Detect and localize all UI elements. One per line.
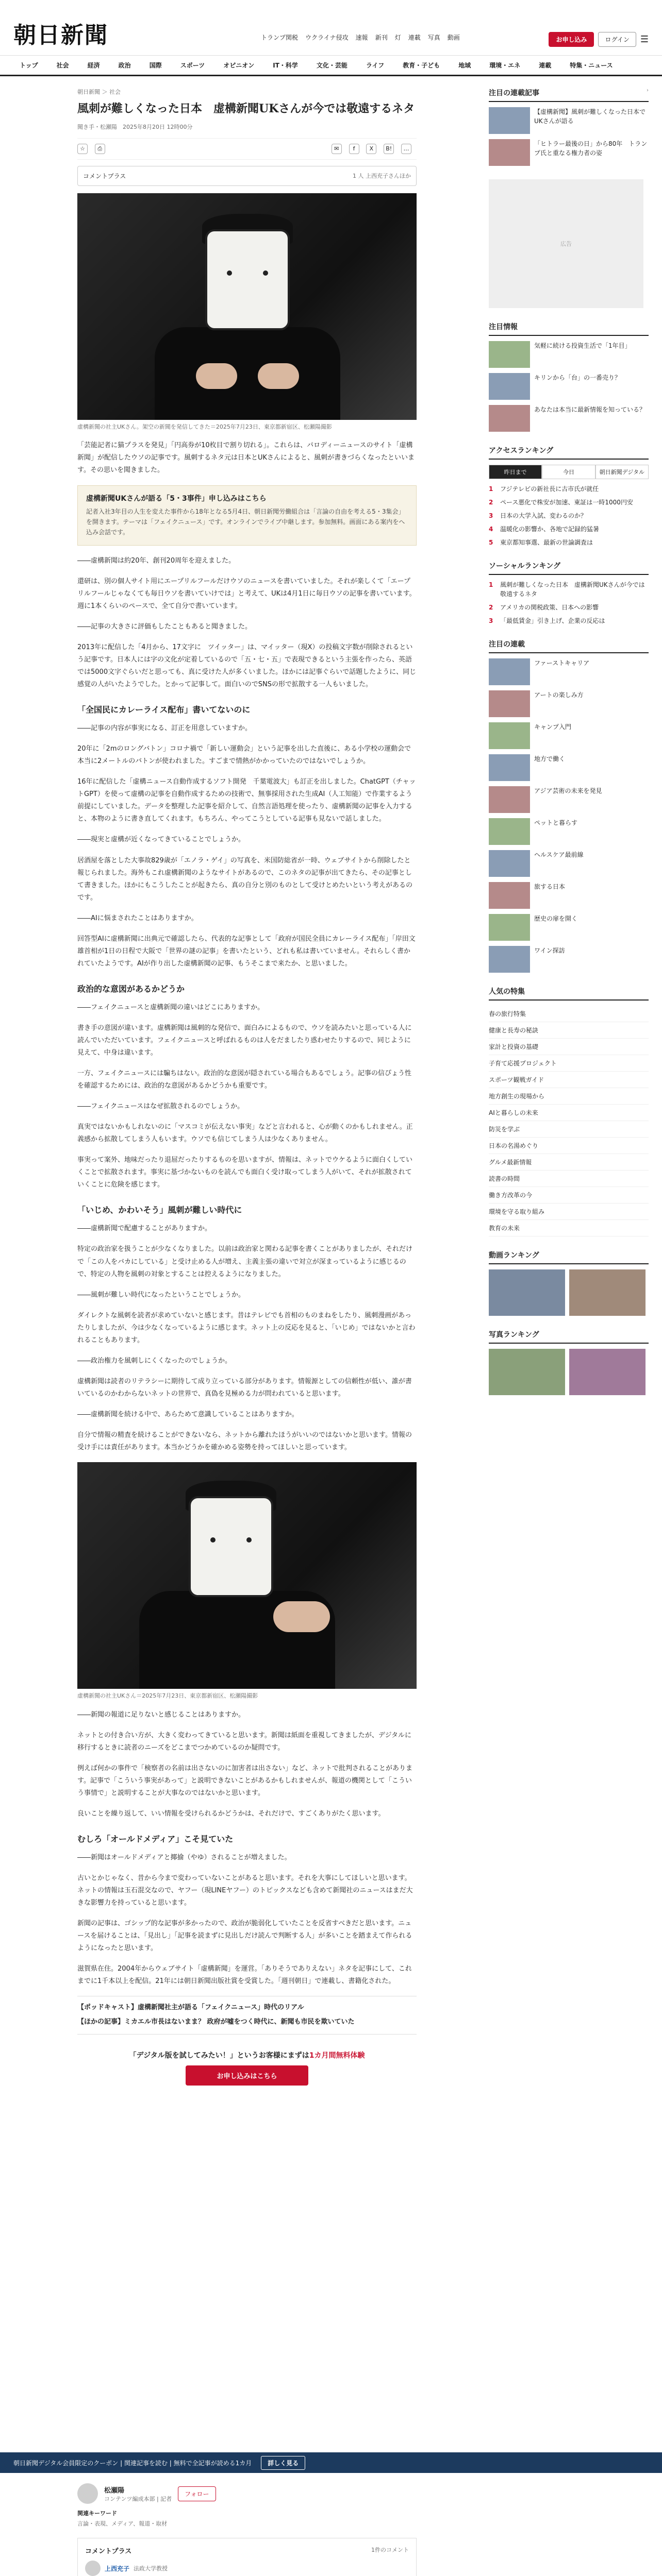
sidebar-item[interactable] (489, 914, 649, 941)
author-row (77, 2483, 417, 2504)
popular-item[interactable]: 防災を学ぶ (489, 1121, 649, 1138)
sidebar-heading (489, 445, 649, 460)
rank-item[interactable] (489, 524, 649, 534)
person-hand (196, 363, 237, 389)
article-photo-2[interactable] (77, 1462, 417, 1689)
nav-item[interactable]: 教育・子ども (403, 62, 440, 69)
paragraph: ――新聞の報道に足りないと感じることはありますか。 (77, 1710, 245, 1719)
thumbnail (489, 882, 530, 909)
top-link[interactable]: 新刊 (375, 34, 388, 41)
top-link[interactable]: ウクライナ侵攻 (305, 34, 349, 41)
nav-item[interactable]: 国際 (149, 62, 162, 69)
top-link[interactable]: 連載 (408, 34, 421, 41)
popular-item[interactable]: 家計と投資の基礎 (489, 1039, 649, 1055)
paragraph: 真実ではないかもしれないのに「マスコミが伝えない事実」などと言われると、心が動くのかもしれません。正義感から拡散してしまう人もいます。ウソでも信じてしまう人は少なくありません。 (77, 1123, 413, 1144)
sidebar-special (489, 321, 649, 432)
sidebar-heading-label: 注目の連載記事 (489, 89, 539, 97)
paragraph: ――虚構新聞は約20年、創刊20周年を迎えました。 (77, 556, 236, 565)
print-icon[interactable]: ⎙ (95, 144, 105, 154)
paragraph: 特定の政治家を扱うことが少なくなりました。以前は政治家と関わる記事を書くことがありましたが、それだけで「この人をバカにしている」と受け止める人が増え、主義主張の違いで対立が深まっているように感じるので、特定の人物を風刺の対象とすることは控えるようになりました。 (77, 1245, 413, 1278)
follow-button[interactable]: フォロー (178, 2486, 216, 2501)
sidebar-item-label: ヘルスケア最前線 (534, 851, 584, 858)
nav-item[interactable]: トップ (20, 62, 38, 69)
related-links (77, 1996, 417, 2027)
popular-item[interactable]: 春の旅行特集 (489, 1006, 649, 1022)
subscribe-button[interactable]: お申し込み (549, 32, 594, 47)
thumbnail (489, 722, 530, 749)
sidebar-item[interactable] (489, 722, 649, 749)
comment-plus-box (77, 2538, 417, 2576)
thumbnail (489, 405, 530, 432)
paragraph: ――現実と虚構が近くなってきていることでしょうか。 (77, 836, 245, 844)
video-ranking (489, 1250, 649, 1316)
paragraph: 良いことを繰り返して、いい情報を受けられるかどうかは、それだけで、すごくありがたく思います。 (77, 1809, 385, 1818)
paywall-text (77, 2050, 417, 2060)
sidebar-item[interactable] (489, 658, 649, 685)
breadcrumb[interactable]: 朝日新聞 ＞ 社会 (77, 89, 121, 95)
sidebar-heading (489, 986, 649, 1001)
popular-item[interactable]: グルメ最新情報 (489, 1154, 649, 1171)
rank-item[interactable] (489, 538, 649, 547)
nav-item[interactable]: 地域 (458, 62, 471, 69)
rank-number: 3 (489, 617, 493, 624)
nav-item[interactable]: 環境・エネ (489, 62, 521, 69)
paragraph: 2013年に配信した「4月から、17文字に ツイッター」は、マイッター（現X）の投稿文字数が削除されるという記事です。日本人には字の文化が定着しているので「五・七・五」で表現できるという主張を作ったら、英語では5000文字ぐらいだと思っても、真に受けた人が多くいました。ほかには記事ぐらいで話題したように、同じ感覚の人がいたようでした。とかって記事して。面白いのでSNSの形で拡散する一人もいました。 (77, 643, 417, 689)
mail-icon[interactable]: ✉ (332, 144, 342, 154)
popular-item[interactable]: 日本の名湯めぐり (489, 1138, 649, 1154)
more-link[interactable]: › (647, 88, 649, 93)
thumbnail (489, 850, 530, 877)
person-body (155, 327, 340, 420)
sidebar-item[interactable] (489, 786, 649, 813)
section-heading: むしろ「オールドメディア」こそ見ていた (77, 1834, 234, 1844)
sidebar-item[interactable] (489, 341, 649, 368)
author-name[interactable]: 松瀬陽 (104, 2486, 125, 2495)
paragraph: 書き手の意図が違います。虚構新聞は風刺的な発信で、面白みによるもので、ウソを読みたいと思っている人に読んでいただいています。フェイクニュースと呼ばれるものは人をだましたり惑わせたりするので、同じように見えて、中身は違います。 (77, 1024, 412, 1057)
rank-tab[interactable]: 今日 (542, 465, 595, 479)
paragraph: 居酒屋を落とした大事故829歳が「エノラ・ゲイ」の写真を、米国防総省が一時、ウェブサイトから削除したと報じられました。海外もこれ虚構新聞のようなサイトがあるので、このネタの記事が出てきたら、その記事として書きました。ほかにもこうしたことが起きたら、真の自分と別のものとして受けとめたいという考えがあるのです。 (77, 856, 413, 902)
popular-item[interactable]: 働き方改革の今 (489, 1187, 649, 1204)
sidebar-item-label: 気軽に続ける投資生活で「1年目」 (534, 342, 631, 349)
sidebar-heading-label: ソーシャルランキング (489, 562, 561, 570)
paragraph: 虚構新聞は読者のリテラシーに期待して成り立っている部分があります。情報源としての信頼性が低い、誰が書いているのかわからないネットの世界で、真偽を見極める力が問われていると思います。 (77, 1377, 412, 1398)
sidebar-item[interactable] (489, 690, 649, 717)
site-header (0, 0, 662, 56)
paragraph: ネットとの付き合い方が、大きく変わってきていると思います。新聞は紙面を重視してきましたが、デジタルに移行するときに読者のニーズをどこまでつかめているのか疑問です。 (77, 1731, 412, 1752)
paragraph: ――新聞はオールドメディアと揶揄（やゆ）されることが増えました。 (77, 1853, 291, 1861)
promo-box[interactable] (77, 485, 417, 546)
paywall (77, 2034, 417, 2098)
paragraph: ――虚構新聞で配慮することがありますか。 (77, 1225, 212, 1233)
sidebar (489, 88, 649, 1409)
top-link[interactable]: トランプ関税 (261, 34, 299, 41)
rank-item[interactable] (489, 616, 649, 625)
paragraph: 「芸能記者に猫プラスを発見」「円高券が10枚目で割り切れる」。これらは、パロディーニュースのサイト「虚構新聞」が配信したウソの記事です。風刺するネタ元は日本とUKさんによると、風刺が書きづらくなったといいます。その思いを聞きました。 (77, 442, 415, 474)
comment-plus-bar[interactable] (77, 166, 417, 186)
sidebar-item[interactable] (489, 882, 649, 909)
sidebar-heading (489, 561, 649, 575)
thumbnail (489, 754, 530, 781)
bookmark-icon[interactable]: ☆ (77, 144, 88, 154)
mask-face (205, 229, 290, 330)
thumbnail (489, 107, 530, 134)
avatar[interactable] (77, 2483, 98, 2504)
series-list (489, 639, 649, 973)
sidebar-item-label: 【虚構新聞】風刺が難しくなった日本でUKさんが語る (534, 108, 646, 125)
paragraph: 還研は、別の個人サイト用にエープリルフールだけウソのニュースを書いていました。それが楽しくて「エープリルフールじゃなくても毎日ウソを書いていけでは」と考えて、UKは4月1日に毎日ウソの記事を書いています。週に1本くらいのペースで、全て自分で書いています。 (77, 577, 416, 610)
thumbnail (489, 341, 530, 368)
paragraph: ダイレクトな風刺を読者が求めていないと感じます。昔はテレビでも首相のものまねをしたり、風刺漫画があったりしましたが、今は少なくなっているように感じます。ネット上の反応を見ると、「いじめ」ではないかと言われることもあります。 (77, 1311, 416, 1344)
ad-slot[interactable] (489, 179, 643, 308)
comment-plus-heading: コメントプラス (85, 2548, 132, 2555)
sidebar-item[interactable] (489, 850, 649, 877)
paragraph: ――フェイクニュースはなぜ拡散されるのでしょうか。 (77, 1103, 244, 1111)
sidebar-item-label: ワイン探訪 (534, 947, 565, 954)
sidebar-heading-label: 人気の特集 (489, 988, 525, 996)
x-icon[interactable]: X (366, 144, 376, 154)
photo-thumbnail[interactable] (569, 1349, 646, 1395)
nav-item[interactable]: 社会 (56, 62, 69, 69)
site-logo[interactable]: 朝日新聞 (13, 22, 108, 48)
paywall-text-main: 「デジタル版を試してみたい！」というお客様にまずは (129, 2052, 309, 2060)
paragraph: 20年に「2mのロングバトン」コロナ禍で「新しい運動会」という記事を出した直後に、ある小学校の運動会で本当に2メートルのバトンが使われました。すごまで情熱がかかっていたのではないでしょうか。 (77, 745, 411, 766)
rank-number: 2 (489, 604, 493, 611)
sidebar-heading-label: 注目情報 (489, 323, 518, 331)
paragraph: ――AIに悩まされたことはありますか。 (77, 914, 198, 922)
sidebar-item-label: アジア芸術の未来を発見 (534, 787, 602, 794)
rank-item[interactable] (489, 511, 649, 520)
sidebar-heading-label: 動画ランキング (489, 1251, 539, 1260)
sidebar-heading (489, 321, 649, 336)
rank-item[interactable] (489, 603, 649, 612)
comment-plus-count: 1 人 上西充子さんほか (353, 173, 411, 180)
rank-label: アメリカの関税政策、日本への影響 (500, 604, 599, 611)
mask-face (189, 1496, 273, 1597)
sidebar-item-label: キャンプ入門 (534, 723, 572, 731)
banner-text: 朝日新聞デジタル会員限定のクーポン | 関連記事を読む | 無料で全記事が読める1カ月 (13, 2459, 252, 2467)
rank-label: 風刺が難しくなった日本 虚構新聞UKさんが今では敬遠するネタ (500, 581, 645, 598)
rank-number: 4 (489, 526, 493, 533)
related-link[interactable]: 【ほかの記事】ミカエル市長はないまま？ 政府が嘘をつく時代に、新聞も市民を欺いていた (77, 2018, 355, 2026)
more-icon[interactable]: … (401, 144, 411, 154)
promo-banner (0, 2452, 662, 2473)
paragraph: 新聞の記事は、ゴシップ的な記事が多かったので、政治が脆弱化していたことを反省すべきだと思います。ニュースを届けることは、「見出し」「記事を読まずに見出しだけ読んで判断する人」が多いことを踏まえて作られるようになったと思います。 (77, 1920, 412, 1953)
mask-eye (263, 270, 268, 276)
popular-item[interactable]: 子育て応援プロジェクト (489, 1055, 649, 1072)
photo-ranking (489, 1329, 649, 1395)
promo-body: 記者入社3年目の人生を変えた事件から18年となる5月4日、朝日新聞労働組合は「言論の自由を考える5・3集会」を開きます。テーマは「フェイクニュース」です。オンラインでライブ中継します。参加無料。画面にある案内をへ込み会話です。 (86, 507, 405, 536)
comment-plus-header (85, 2546, 409, 2555)
sidebar-heading-label: アクセスランキング (489, 447, 554, 455)
sidebar-item-label: キリンから「台」の一番売り？ (534, 374, 621, 381)
rank-label: 温暖化の影響か、各地で記録的猛暑 (500, 526, 600, 533)
thumbnail (489, 139, 530, 166)
tags-label: 関連キーワード (77, 2510, 117, 2517)
rank-label: フジテレビの新社長に古市氏が就任 (500, 485, 599, 493)
tags-list[interactable]: 言論・表現、メディア、報道・取材 (77, 2520, 168, 2527)
related-link[interactable]: 【ポッドキャスト】虚構新聞社主が語る「フェイクニュース」時代のリアル (77, 2004, 304, 2012)
section-heading: 「全国民にカレーライス配布」書いてないのに (77, 705, 251, 715)
nav-item[interactable]: ライフ (366, 62, 385, 69)
thumbnail (489, 914, 530, 941)
nav-item[interactable]: オピニオン (223, 62, 255, 69)
article (77, 88, 417, 2098)
promo-title: 虚構新聞UKさんが語る「5・3事件」申し込みはこちら (86, 494, 267, 503)
profile: 滋賀県在住。2004年からウェブサイト「虚構新聞」を運営。「ありそうでありえない」ネタを記事にして、これまでに1千本以上を配信。21年には朝日新聞出版社賞を受賞した。「週刊朝日」で連載し、書籍化された。 (77, 1965, 412, 1986)
sidebar-item[interactable] (489, 107, 649, 134)
video-thumbnail[interactable] (489, 1269, 565, 1316)
popular-item[interactable]: 地方創生の現場から (489, 1088, 649, 1105)
comment-plus-label: コメントプラス (83, 172, 126, 180)
menu-icon[interactable]: ☰ (640, 34, 649, 45)
sidebar-item-label: ペットと暮らす (534, 819, 578, 826)
thumbnail (489, 658, 530, 685)
paragraph: ――政治権力を風刺しにくくなったのでしょうか。 (77, 1357, 232, 1365)
paywall-highlight: 1カ月間無料体験 (309, 2052, 365, 2060)
sidebar-item[interactable] (489, 818, 649, 845)
paragraph: 自分で情報の精査を続けることができないなら、ネットから離れたほうがいいのではないかと思います。情報の受け手には責任があります。本当かどうかを確かめる姿勢を持ってほしいと思っています。 (77, 1431, 412, 1452)
top-links (261, 33, 460, 42)
nav-item[interactable]: 特集・ニュース (570, 62, 613, 69)
paragraph: 例えば何かの事件で「検察者の名前は出さないのに加害者は出さない」など、ネットで批判されることがあります。記事で「こういう事実があって」と説明できないことがあるかもしれませんが、報道の機関として「こういう事情で」と説明することが大事なのではないかと思います。 (77, 1764, 413, 1797)
commenter-avatar (85, 2561, 101, 2576)
sidebar-item[interactable] (489, 754, 649, 781)
popular-item[interactable]: 環境を守る取り組み (489, 1204, 649, 1220)
section-heading: 政治的な意図があるかどうか (77, 984, 185, 994)
thumbnail (489, 373, 530, 400)
sidebar-attention (489, 88, 649, 166)
thumbnail (489, 690, 530, 717)
nav-item[interactable]: 文化・芸能 (316, 62, 347, 69)
mask-eye (227, 270, 232, 276)
video-thumbnail[interactable] (569, 1269, 646, 1316)
rank-number: 3 (489, 512, 493, 519)
sidebar-item-label: 「ヒトラー最後の日」から80年 トランプ氏と重なる権力者の姿 (534, 140, 648, 157)
sidebar-item-label: あなたは本当に最新情報を知っている？ (534, 406, 646, 413)
access-ranking (489, 445, 649, 547)
banner-button[interactable]: 詳しく見る (261, 2456, 305, 2470)
paragraph: 回答型AIに虚構新聞に出典元で確認したら、代表的な記事として「政府が国民全員にカレーライス配布」「岸田文雄首相が1日の日程で大阪で「世界の謎の記事」を書いたという、どれも私は書いていません。それらしく書かれていたようです。AIが作り出した虚構新聞の記事、もうそこまで来たか、と思いました。 (77, 935, 416, 968)
person-hand (258, 363, 299, 389)
paragraph: 一方、フェイクニュースには騙ちはない。政治的な意図が隠されている場合もあるでしょう。記事の信ぴょう性を確認するためには、政治的な意図があるかどうかも重要です。 (77, 1070, 412, 1090)
popular-list (489, 986, 649, 1236)
rank-tabs (489, 465, 649, 479)
rank-label: ペース悪化で株安が加速、東証は一時1000円安 (500, 499, 633, 506)
commenter-role: 法政大学教授 (134, 2565, 168, 2572)
rank-tab[interactable]: 朝日新聞デジタル (595, 465, 649, 479)
hatena-icon[interactable]: B! (384, 144, 394, 154)
social-ranking (489, 561, 649, 625)
photo-caption: 虚構新聞の社主UKさん。架空の新聞を発信してきた＝2025年7月23日、東京都新宿区、松瀬陽撮影 (77, 423, 332, 430)
sidebar-item-label: 地方で働く (534, 755, 566, 762)
rank-number: 1 (489, 485, 493, 493)
sidebar-item[interactable] (489, 946, 649, 973)
rank-label: 日本の大学入試、変わるのか？ (500, 512, 587, 519)
article-photo-1[interactable] (77, 193, 417, 420)
rank-label: 東京都知事選、最新の世論調査は (500, 539, 593, 546)
paragraph: ――記事の大きさに評価もしたこともあると聞きました。 (77, 622, 252, 631)
sidebar-item[interactable] (489, 373, 649, 400)
photo-thumbnail[interactable] (489, 1349, 565, 1395)
paragraph: ――風刺が難しい時代になったということでしょうか。 (77, 1291, 245, 1299)
sidebar-item-label: ファーストキャリア (534, 659, 590, 667)
paragraph: ――フェイクニュースと虚構新聞の違いはどこにありますか。 (77, 1003, 264, 1011)
login-button[interactable]: ログイン (598, 32, 636, 47)
sidebar-heading (489, 639, 649, 653)
top-link[interactable]: 速報 (355, 34, 368, 41)
rank-number: 2 (489, 499, 493, 506)
sidebar-heading (489, 88, 649, 102)
sidebar-heading-label: 写真ランキング (489, 1331, 539, 1339)
keyword-tags (77, 2509, 417, 2528)
nav-item[interactable]: 政治 (118, 62, 131, 69)
ad-label: 広告 (560, 241, 572, 247)
sidebar-heading (489, 1250, 649, 1264)
video-thumbs (489, 1269, 649, 1316)
sidebar-heading (489, 1329, 649, 1344)
rank-item[interactable] (489, 580, 649, 599)
nav-item[interactable]: 連載 (539, 62, 552, 69)
nav-item[interactable]: IT・科学 (273, 62, 298, 69)
rank-label: 「最低賃金」引き上げ、企業の反応は (500, 617, 605, 624)
paragraph: 16年に配信した「虚構ニュース自動作成するソフト開発 千葉電波大」も訂正を出しました。ChatGPT（チャットGPT）を使って虚構の記事を自動作成するための技術で、無事採用された生成AI（人工知能）で作業するよう前提にしていました。データを整理した記事を紹介して、自然言語処理を使ったり、虚構新聞の記事を入力すると、本物のように書き直してくれます。もちろん、やってこうとしている記事も見ないで話しました。 (77, 778, 416, 823)
person-hand (273, 1601, 330, 1632)
sidebar-item[interactable] (489, 139, 649, 166)
comment-plus-more[interactable]: 1件のコメント (371, 2547, 409, 2553)
photo-caption: 虚構新聞の社主UKさん＝2025年7月23日、東京都新宿区、松瀬陽撮影 (77, 1692, 258, 1700)
section-heading: 「いじめ、かわいそう」風刺が難しい時代に (77, 1205, 242, 1215)
thumbnail (489, 946, 530, 973)
paragraph: 事実って案外、地味だったり退屈だったりするものを思いますが、情報は、ネットでウケるように面白くしていくことで拡散されます。事実に基づかないものを読んでも面白く受け取ってしまう人がいて、それが拡散されていくことに危険を感じます。 (77, 1156, 413, 1189)
author-section (77, 2483, 417, 2576)
sidebar-item-label: アートの楽しみ方 (534, 691, 584, 699)
popular-item[interactable]: スポーツ観戦ガイド (489, 1072, 649, 1088)
popular-items (489, 1006, 649, 1236)
commenter (85, 2561, 409, 2576)
top-link[interactable]: 動画 (447, 34, 460, 41)
nav-item[interactable]: 経済 (87, 62, 100, 69)
top-link[interactable]: 写真 (427, 34, 440, 41)
paywall-button[interactable]: お申し込みはこちら (186, 2065, 308, 2086)
rank-tab[interactable]: 昨日まで (489, 465, 542, 479)
popular-item[interactable]: 読書の時間 (489, 1171, 649, 1187)
facebook-icon[interactable]: f (349, 144, 359, 154)
rank-item[interactable] (489, 498, 649, 507)
popular-item[interactable]: 健康と長寿の秘訣 (489, 1022, 649, 1039)
header-buttons (549, 32, 649, 47)
popular-item[interactable]: AIと暮らしの未来 (489, 1105, 649, 1121)
main-nav (0, 56, 662, 76)
paragraph: 古いとかじゃなく、昔から今まで変わっていないことがあると思います。それを大事にしてほしいと思います。ネットの情報は玉石混交なので、ヤフー（現LINEヤフー）のトピックスなども含めて新聞社のニュースはまだ大きな影響力を持っていると思います。 (77, 1874, 413, 1907)
photo-thumbs (489, 1349, 649, 1395)
top-link[interactable]: 灯 (394, 34, 401, 41)
thumbnail (489, 818, 530, 845)
sidebar-item-label: 旅する日本 (534, 883, 566, 890)
rank-number: 5 (489, 539, 493, 546)
rank-item[interactable] (489, 484, 649, 494)
commenter-name[interactable]: 上西充子 (105, 2565, 130, 2572)
author-role: コンテンツ編成本部 | 記者 (104, 2495, 172, 2502)
sidebar-item[interactable] (489, 405, 649, 432)
paragraph: ――虚構新聞を続ける中で、あらためて意識していることはありますか。 (77, 1410, 299, 1418)
popular-item[interactable]: 教育の未来 (489, 1220, 649, 1236)
article-toolbar (77, 138, 417, 160)
article-title: 風刺が難しくなった日本 虚構新聞UKさんが今では敬遠するネタ (77, 102, 415, 115)
sidebar-heading-label: 注目の連載 (489, 640, 525, 649)
paragraph: ――記事の内容が事実になる、訂正を用意していますか。 (77, 724, 252, 733)
rank-number: 1 (489, 581, 493, 588)
nav-item[interactable]: スポーツ (180, 62, 205, 69)
byline: 聞き手・松瀬陽 2025年8月20日 12時00分 (77, 123, 193, 130)
thumbnail (489, 786, 530, 813)
sidebar-item-label: 歴史の扉を開く (534, 915, 578, 922)
